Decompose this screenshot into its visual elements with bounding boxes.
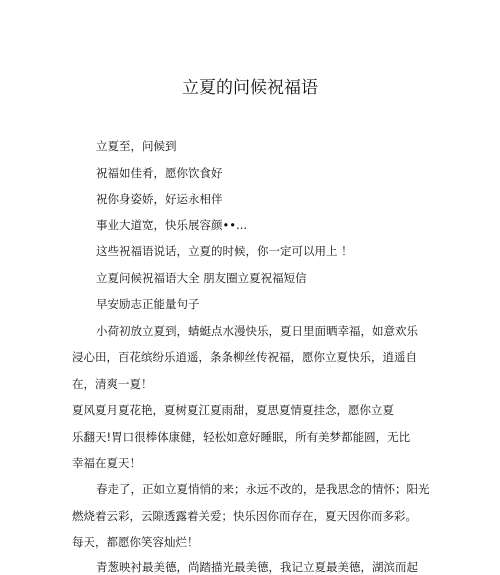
text-line: 立夏至，问候到 xyxy=(96,139,177,153)
text-line: 这些祝福语说话，立夏的时候，你一定可以用上 ！ xyxy=(96,244,353,258)
text-line: 祝福如佳肴，愿你饮食好 xyxy=(96,166,223,180)
paragraph-line: 小荷初放立夏到，蜻蜓点水漫快乐，夏日里面晒幸福，如意欢乐 xyxy=(96,324,418,338)
document-title: 立夏的问候祝福语 xyxy=(182,78,318,98)
paragraph-line: 燃烧着云彩，云隙透露着关爱；快乐因你而存在，夏天因你而多彩。 xyxy=(72,509,417,523)
paragraph-line: 春走了，正如立夏悄悄的来；永远不改的，是我思念的情怀；阳光 xyxy=(96,482,430,496)
paragraph-line: 幸福在夏天！ xyxy=(72,456,141,470)
paragraph-line: 夏风夏月夏花艳，夏树夏江夏雨甜，夏思夏情夏挂念，愿你立夏 xyxy=(72,403,394,417)
text-line: 祝你身姿娇，好运永相伴 xyxy=(96,192,223,206)
text-line: 立夏问候祝福语大全 朋友圈立夏祝福短信 xyxy=(96,271,307,285)
paragraph-line: 浸心田，百花缤纷乐逍遥，条条柳丝传祝福，愿你立夏快乐，逍遥自 xyxy=(72,350,417,364)
paragraph-line: 青葱映衬最美德，尚踏描光最美德，我记立夏最美德，湖滨而起 xyxy=(96,560,418,574)
paragraph-line: 每天，都愿你笑容灿烂！ xyxy=(72,535,199,549)
paragraph-line: 乐翻天!胃口很棒体康健，轻松如意好睡眠，所有美梦都能圆，无比 xyxy=(72,430,411,444)
text-line: 早安励志正能量句子 xyxy=(96,297,200,311)
text-line: 事业大道宽，快乐展容颜••... xyxy=(96,218,248,232)
paragraph-line: 在，清爽一夏！ xyxy=(72,377,153,391)
